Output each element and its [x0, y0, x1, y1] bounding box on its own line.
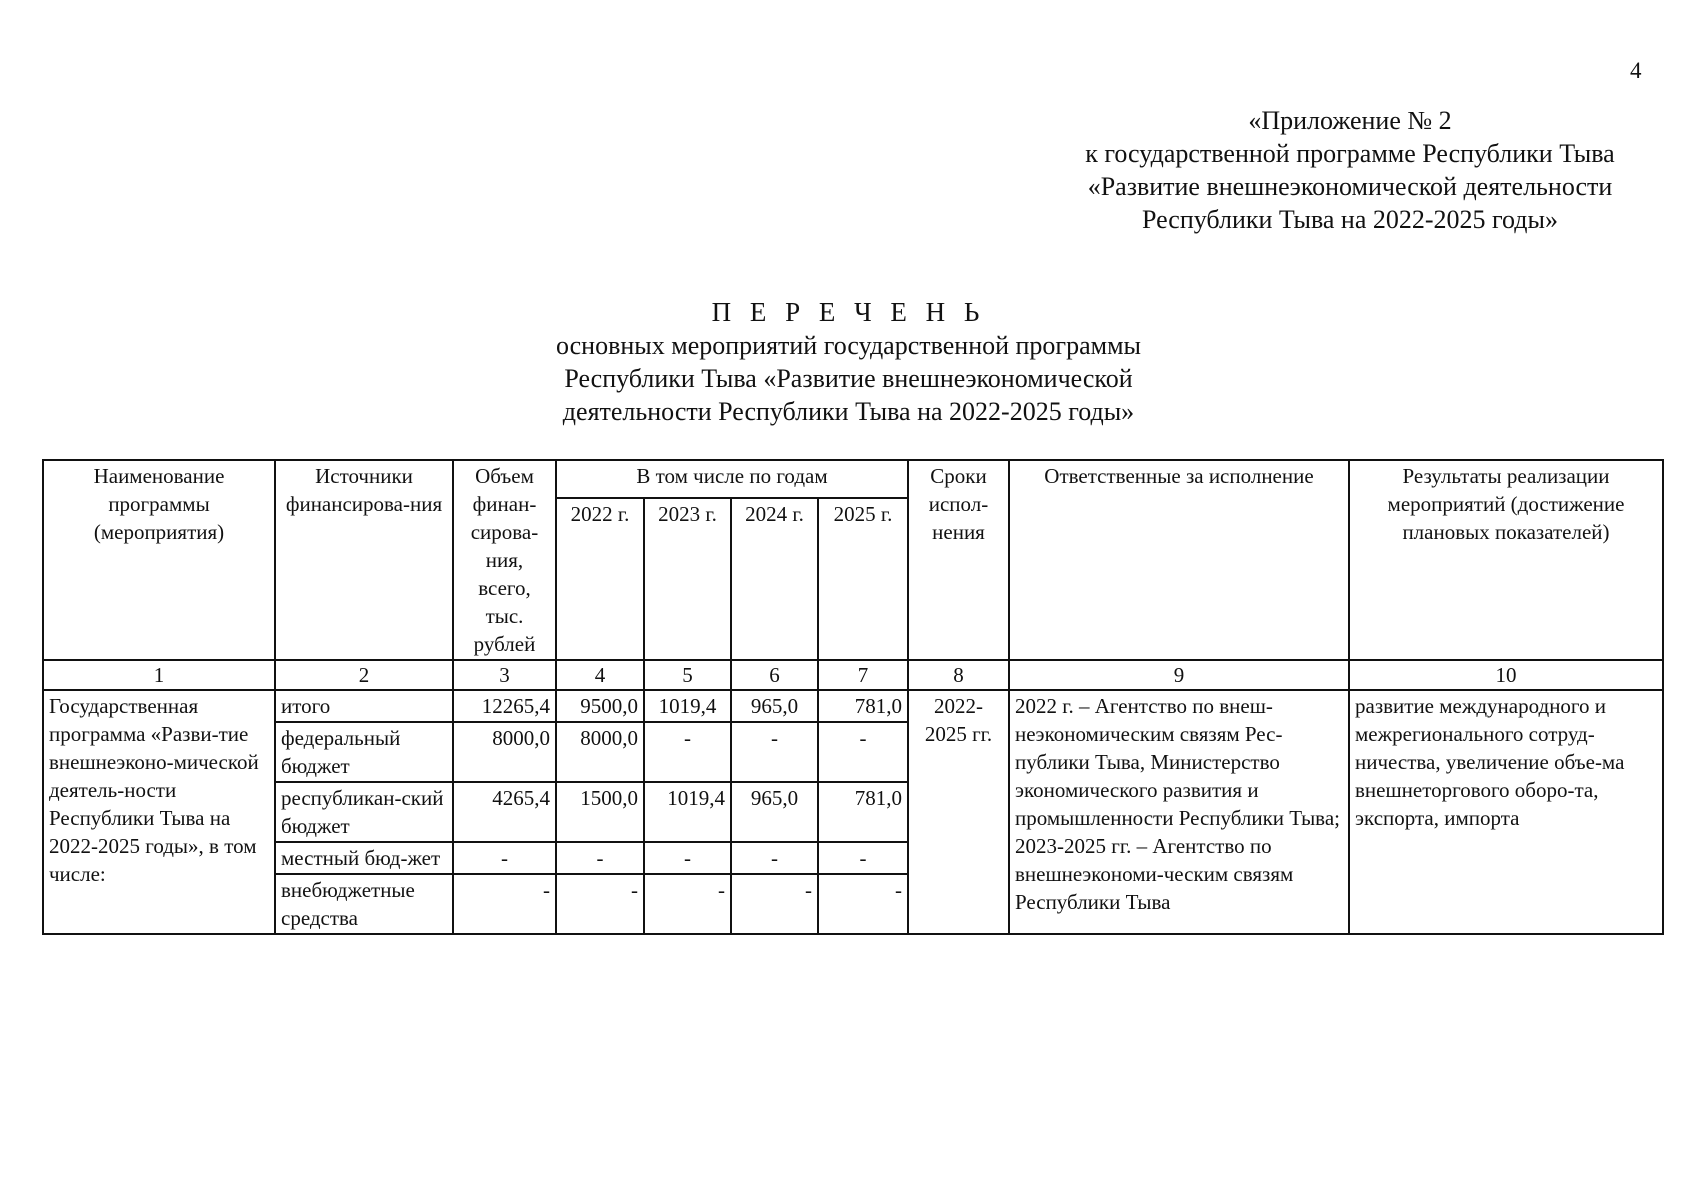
header-year-2023: 2023 г.: [644, 498, 731, 660]
header-sources: Источники финансирова-ния: [275, 460, 453, 660]
document-title: [0, 296, 1697, 428]
header-year-2024: 2024 г.: [731, 498, 818, 660]
year-2025-cell: -: [818, 842, 908, 874]
header-responsible: Ответственные за исполнение: [1009, 460, 1349, 660]
year-2022-cell: 8000,0: [556, 722, 644, 782]
column-number: 2: [275, 660, 453, 690]
appendix-line-1: «Приложение № 2: [1248, 106, 1452, 135]
year-2022-cell: 9500,0: [556, 690, 644, 722]
column-number: 10: [1349, 660, 1663, 690]
source-cell: республикан-ский бюджет: [275, 782, 453, 842]
header-by-years: В том числе по годам: [556, 460, 908, 498]
column-number: 8: [908, 660, 1009, 690]
year-2022-cell: -: [556, 874, 644, 934]
header-year-2025: 2025 г.: [818, 498, 908, 660]
program-name-cell: Государственная программа «Разви-тие внешнеэконо-мической деятель-ности Республики Тыва на 2022-2025 годы», в том числе:: [43, 690, 275, 934]
header-terms: Сроки испол-нения: [908, 460, 1009, 660]
title-main: П Е Р Е Ч Е Н Ь: [711, 297, 986, 327]
results-cell: развитие международного и межрегионального сотруд-ничества, увеличение объе-ма внешнеторгового оборо-та, экспорта, импорта: [1349, 690, 1663, 934]
terms-cell: 2022-2025 гг.: [908, 690, 1009, 934]
measures-table: [42, 459, 1664, 935]
header-volume: Объем финан-сирова-ния, всего, тыс. рублей: [453, 460, 556, 660]
column-number: 1: [43, 660, 275, 690]
column-number: 3: [453, 660, 556, 690]
year-2023-cell: 1019,4: [644, 782, 731, 842]
title-line-3: деятельности Республики Тыва на 2022-2025 годы»: [562, 397, 1135, 426]
source-cell: внебюджетные средства: [275, 874, 453, 934]
table-row: [43, 690, 1663, 722]
appendix-line-2: к государственной программе Республики Тыва: [1085, 139, 1615, 168]
year-2023-cell: -: [644, 874, 731, 934]
year-2024-cell: 965,0: [731, 782, 818, 842]
column-number: 7: [818, 660, 908, 690]
year-2024-cell: -: [731, 842, 818, 874]
year-2024-cell: -: [731, 722, 818, 782]
title-line-2: Республики Тыва «Развитие внешнеэкономической: [564, 364, 1133, 393]
column-number-row: [43, 660, 1663, 690]
year-2023-cell: 1019,4: [644, 690, 731, 722]
appendix-line-4: Республики Тыва на 2022-2025 годы»: [1141, 205, 1559, 234]
year-2024-cell: 965,0: [731, 690, 818, 722]
column-number: 6: [731, 660, 818, 690]
total-cell: 4265,4: [453, 782, 556, 842]
header-results: Результаты реализации мероприятий (достижение плановых показателей): [1349, 460, 1663, 660]
total-cell: -: [453, 842, 556, 874]
column-number: 9: [1009, 660, 1349, 690]
responsible-cell: 2022 г. – Агентство по внеш-неэкономическим связям Рес-публики Тыва, Министерство экономического развития и промышленности Республики Тыва; 2023-2025 гг. – Агентство по внешнеэкономи-ческим связям Республики Тыва: [1009, 690, 1349, 934]
column-number: 5: [644, 660, 731, 690]
appendix-heading: [1000, 104, 1697, 236]
page-number: 4: [1630, 58, 1642, 83]
header-year-2022: 2022 г.: [556, 498, 644, 660]
total-cell: -: [453, 874, 556, 934]
year-2024-cell: -: [731, 874, 818, 934]
year-2025-cell: 781,0: [818, 782, 908, 842]
year-2023-cell: -: [644, 842, 731, 874]
source-cell: федеральный бюджет: [275, 722, 453, 782]
year-2025-cell: -: [818, 874, 908, 934]
column-number: 4: [556, 660, 644, 690]
total-cell: 12265,4: [453, 690, 556, 722]
year-2025-cell: 781,0: [818, 690, 908, 722]
year-2025-cell: -: [818, 722, 908, 782]
header-name: Наименование программы (мероприятия): [43, 460, 275, 660]
year-2022-cell: -: [556, 842, 644, 874]
source-cell: итого: [275, 690, 453, 722]
year-2022-cell: 1500,0: [556, 782, 644, 842]
title-line-1: основных мероприятий государственной программы: [555, 331, 1142, 360]
year-2023-cell: -: [644, 722, 731, 782]
total-cell: 8000,0: [453, 722, 556, 782]
header-row-1: [43, 460, 1663, 498]
source-cell: местный бюд-жет: [275, 842, 453, 874]
appendix-line-3: «Развитие внешнеэкономической деятельности: [1087, 172, 1613, 201]
